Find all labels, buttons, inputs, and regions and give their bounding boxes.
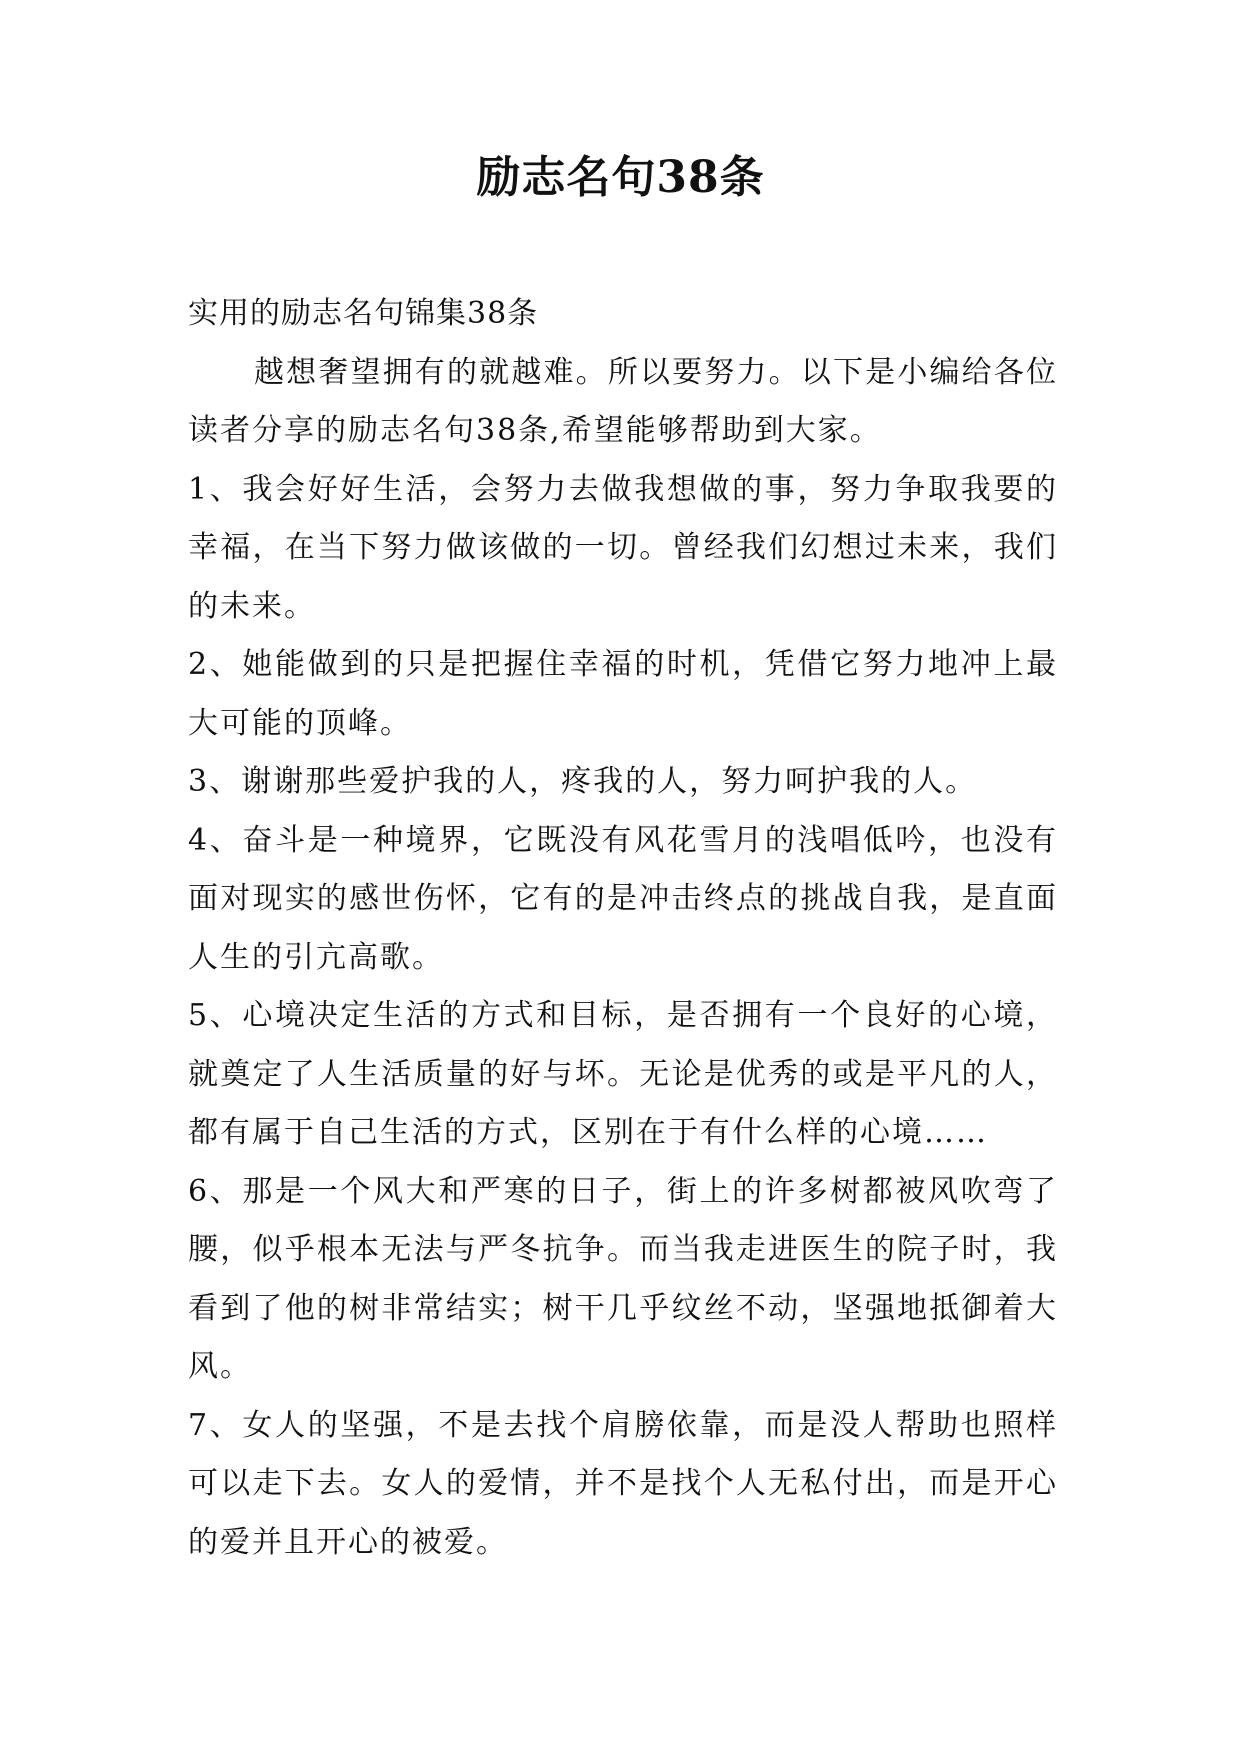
quote-item-1: 1、我会好好生活，会努力去做我想做的事，努力争取我要的幸福，在当下努力做该做的一切。曾经我们幻想过未来，我们的未来。 bbox=[188, 471, 1058, 624]
document-body bbox=[188, 285, 1058, 1572]
quote-item-3: 3、谢谢那些爱护我的人，疼我的人，努力呵护我的人。 bbox=[188, 764, 978, 799]
document-title: 励志名句38条 bbox=[476, 152, 765, 203]
quote-item-7: 7、女人的坚强，不是去找个肩膀依靠，而是没人帮助也照样可以走下去。女人的爱情，并不是找个人无私付出，而是开心的爱并且开心的被爱。 bbox=[188, 1407, 1058, 1560]
intro-paragraph: 越想奢望拥有的就越难。所以要努力。以下是小编给各位读者分享的励志名句38条,希望能够帮助到大家。 bbox=[188, 354, 1058, 448]
quote-item-4: 4、奋斗是一种境界，它既没有风花雪月的浅唱低吟，也没有面对现实的感世伤怀，它有的是冲击终点的挑战自我，是直面人生的引亢高歌。 bbox=[188, 822, 1058, 975]
quote-item-6: 6、那是一个风大和严寒的日子，街上的许多树都被风吹弯了腰，似乎根本无法与严冬抗争。而当我走进医生的院子时，我看到了他的树非常结实；树干几乎纹丝不动，坚强地抵御着大风。 bbox=[188, 1173, 1058, 1384]
quote-item-5: 5、心境决定生活的方式和目标，是否拥有一个良好的心境，就奠定了人生活质量的好与坏。无论是优秀的或是平凡的人，都有属于自己生活的方式，区别在于有什么样的心境…… bbox=[188, 998, 1058, 1150]
quote-item-2: 2、她能做到的只是把握住幸福的时机，凭借它努力地冲上最大可能的顶峰。 bbox=[188, 647, 1058, 741]
document-subtitle: 实用的励志名句锦集38条 bbox=[188, 296, 539, 331]
